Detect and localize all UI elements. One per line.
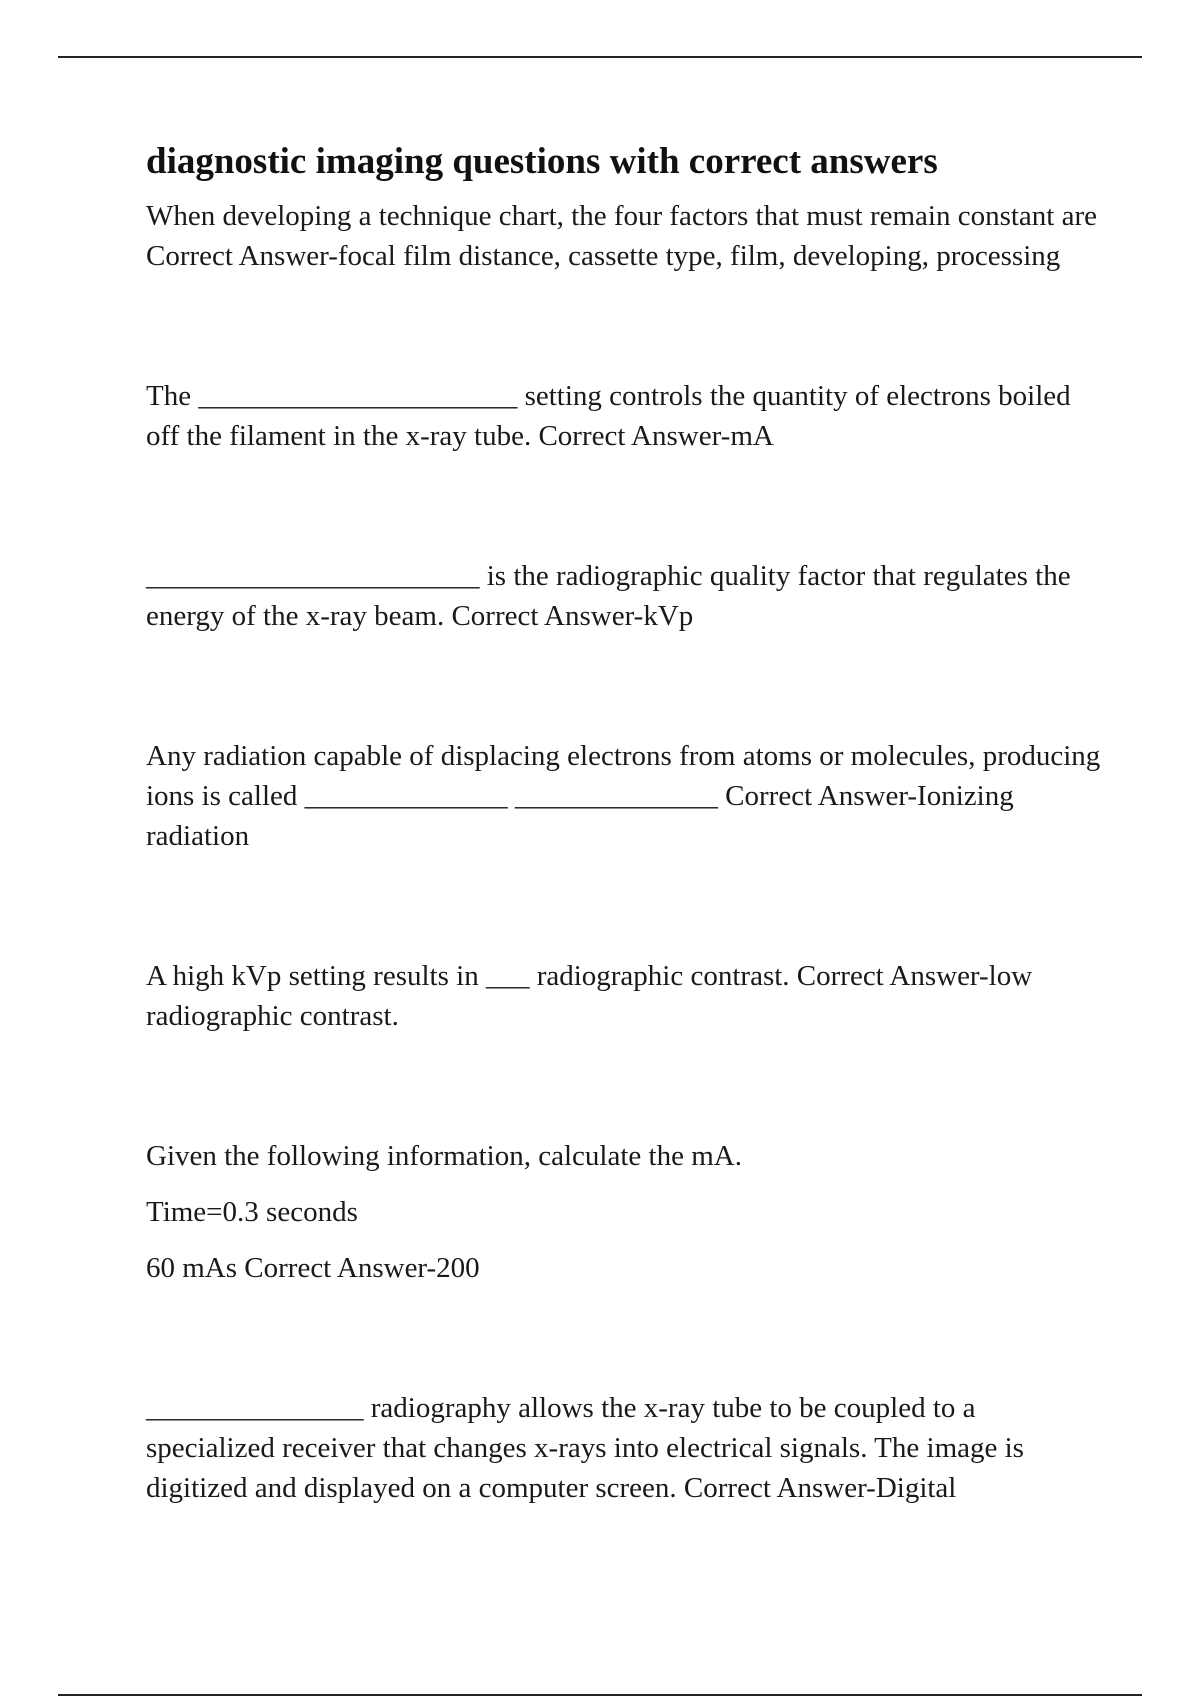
footer-rule — [58, 1694, 1142, 1696]
document-title: diagnostic imaging questions with correct answers — [146, 141, 938, 182]
question-kvp-contrast: A high kVp setting results in ___ radiographic contrast. Correct Answer-low radiographic contrast. — [146, 960, 1033, 1033]
question-ionizing-radiation: Any radiation capable of displacing electrons from atoms or molecules, producing ions is called ______________ ______________ Correct Answer-Ionizing radiation — [146, 740, 1101, 853]
question-ma-setting: The ______________________ setting controls the quantity of electrons boiled off the filament in the x-ray tube. Correct Answer-mA — [146, 380, 1071, 453]
question-digital-radiography: _______________ radiography allows the x-ray tube to be coupled to a specialized receiver that changes x-rays into electrical signals. The image is digitized and displayed on a computer screen. Correct Answer-Digital — [146, 1392, 1024, 1505]
calc-time-line: Time=0.3 seconds — [146, 1196, 358, 1229]
question-kvp-factor: _______________________ is the radiographic quality factor that regulates the energy of the x-ray beam. Correct Answer-kVp — [146, 560, 1071, 633]
header-rule — [58, 56, 1142, 58]
calc-question-line: Given the following information, calculate the mA. — [146, 1140, 742, 1173]
calc-answer-line: 60 mAs Correct Answer-200 — [146, 1252, 480, 1285]
question-calculate-ma — [146, 1136, 1106, 1288]
question-technique-chart: When developing a technique chart, the four factors that must remain constant are Correct Answer-focal film distance, cassette type, film, developing, processing — [146, 200, 1097, 273]
document-body — [146, 140, 1106, 1508]
